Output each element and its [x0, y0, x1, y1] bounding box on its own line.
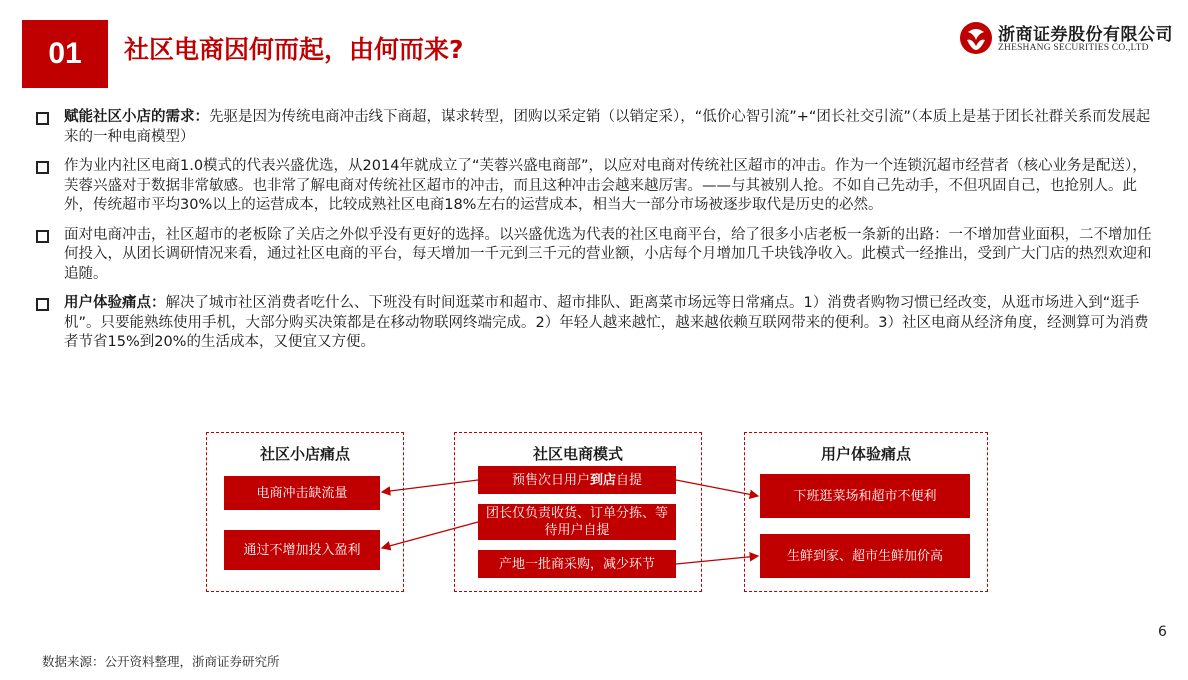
- model-item-text: 自提: [616, 472, 643, 488]
- bullet-text: 面对电商冲击，社区超市的老板除了关店之外似乎没有更好的选择。以兴盛优选为代表的社区电商平台，给了很多小店老板一条新的出路：一不增加营业面积，二不增加任何投入，从团长调研情况来看，通过社区电商的平台，每天增加一千元到三千元的营业额，小店每个月增加几千块钱净收入。此模式一经推出，受到广大门店的热烈欢迎和追随。: [64, 226, 1152, 282]
- bullet-text: 作为业内社区电商1.0模式的代表兴盛优选，从2014年就成立了“芙蓉兴盛电商部”，以应对电商对传统社区超市的冲击。作为一个连锁沉超市经营者（核心业务是配送），芙蓉兴盛对于数据非常敏感。也非常了解电商对传统社区超市的冲击，而且这种冲击会越来越厉害。——与其被别人抢。不如自己先动手，不但巩固自己，也抢别人。此外，传统超市平均30%以上的运营成本，比较成熟社区电商18%左右的运营成本，相当大一部分市场被逐步取代是历史的必然。: [64, 158, 1147, 213]
- user-pain-price: 生鲜到家、超市生鲜加价高: [760, 534, 970, 578]
- model-item-text: 预售次日用户: [511, 472, 590, 488]
- logo-name-en: ZHESHANG SECURITIES CO.,LTD: [998, 43, 1149, 53]
- bullet-text: 先驱是因为传统电商冲击线下商超，谋求转型，团购以采定销（以销定采），“低价心智引流”+“团长社交引流”（本质上是基于团长社群关系而发展起来的一种电商模型）: [64, 109, 1151, 145]
- panel-title: 用户体验痛点: [820, 445, 911, 463]
- model-leader-role: 团长仅负责收货、订单分拣、等待用户自提: [478, 504, 676, 540]
- arrow-to-traffic: [382, 480, 478, 492]
- arrow-to-price: [676, 556, 758, 564]
- bullet-lead: 用户体验痛点：: [64, 295, 166, 311]
- arrow-to-inconvenient: [676, 480, 758, 496]
- bullet-lead: 赋能社区小店的需求：: [64, 109, 209, 125]
- page-title: 社区电商因何而起，由何而来?: [124, 35, 464, 64]
- logo-name-cn: 浙商证券股份有限公司: [998, 25, 1173, 45]
- page-number: 6: [1158, 624, 1167, 640]
- store-pain-traffic: 电商冲击缺流量: [224, 476, 380, 510]
- data-source: 数据来源：公开资料整理，浙商证券研究所: [42, 654, 280, 669]
- model-item-bold: 到店: [589, 472, 616, 488]
- panel-title: 社区小店痛点: [259, 445, 350, 463]
- user-pain-inconvenient: 下班逛菜场和超市不便利: [760, 474, 970, 518]
- arrow-to-profit: [382, 522, 478, 548]
- store-pain-profit: 通过不增加投入盈利: [224, 530, 380, 570]
- bullet-text: 解决了城市社区消费者吃什么、下班没有时间逛菜市和超市、超市排队、距离菜市场远等日常痛点。1）消费者购物习惯已经改变，从逛市场进入到“逛手机”。只要能熟练使用手机，大部分购买决策都是在移动物联网终端完成。2）年轻人越来越忙，越来越依赖互联网带来的便利。3）社区电商从经济角度，经测算可为消费者节省15%到20%的生活成本，又便宜又方便。: [64, 295, 1149, 350]
- panel-title: 社区电商模式: [532, 445, 623, 463]
- model-origin-purchase: 产地一批商采购，减少环节: [478, 550, 676, 578]
- section-number-badge: 01: [22, 20, 108, 88]
